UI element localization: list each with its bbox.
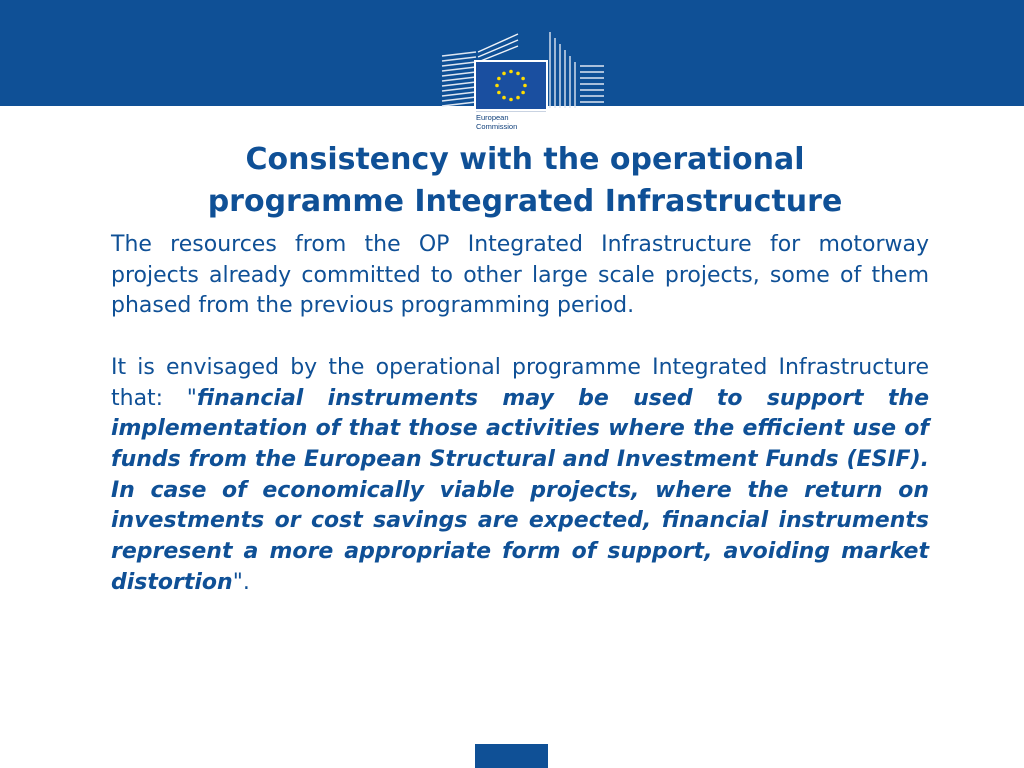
title-line-2: programme Integrated Infrastructure bbox=[207, 184, 843, 219]
footer-flag bbox=[475, 744, 548, 768]
slide-body bbox=[111, 230, 929, 598]
quote-open: " bbox=[186, 385, 197, 411]
eu-flag-icon bbox=[476, 62, 546, 109]
paragraph-envisaged bbox=[111, 353, 929, 599]
logo-text bbox=[476, 113, 546, 131]
quoted-text: financial instruments may be used to support the implementation of that those activities where the efficient use of funds from the European Structural and Investment Funds (ESIF). In case of economically viable projects, where the return on investments or cost savings are expected, financial instruments represent a more appropriate form of support, avoiding market distortion bbox=[111, 385, 929, 595]
title-line-1: Consistency with the operational bbox=[245, 142, 805, 177]
slide-title bbox=[110, 139, 940, 223]
logo-line-commission: Commission bbox=[476, 122, 518, 131]
logo-line-european: European bbox=[476, 113, 509, 122]
quote-close: ". bbox=[232, 569, 250, 595]
paragraph-lead: It is envisaged by the operational programme Integrated Infrastructure that: bbox=[111, 354, 929, 411]
european-commission-logo bbox=[438, 26, 606, 144]
paragraph-resources: The resources from the OP Integrated Infrastructure for motorway projects already committed to other large scale projects, some of them phased from the previous programming period. bbox=[111, 232, 929, 319]
